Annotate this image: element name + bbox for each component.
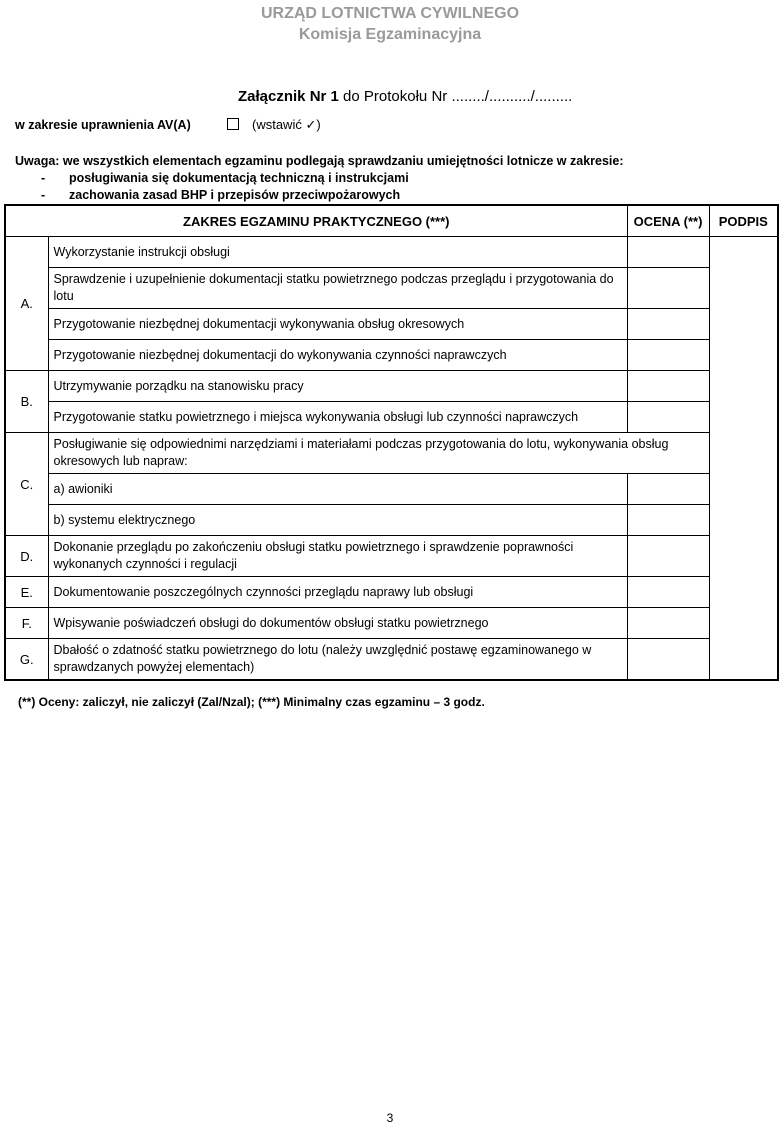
section-letter: F. bbox=[5, 608, 48, 639]
scope-label: w zakresie uprawnienia AV(A) bbox=[15, 118, 191, 132]
signature-cell[interactable] bbox=[709, 237, 778, 681]
table-cell-item: Sprawdzenie i uzupełnienie dokumentacji statku powietrznego podczas przeglądu i przygotowania do lotu bbox=[48, 268, 627, 309]
annex-protocol-ref: do Protokołu Nr ......../........../......... bbox=[338, 88, 573, 105]
table-cell-item: a) awioniki bbox=[48, 474, 627, 505]
table-cell-item: Utrzymywanie porządku na stanowisku pracy bbox=[48, 371, 627, 402]
scope-checkbox[interactable] bbox=[227, 118, 239, 130]
grade-cell[interactable] bbox=[627, 402, 709, 433]
annex-title bbox=[238, 88, 572, 105]
table-row bbox=[5, 340, 778, 371]
grade-cell[interactable] bbox=[627, 371, 709, 402]
grade-cell[interactable] bbox=[627, 309, 709, 340]
section-letter: A. bbox=[5, 237, 48, 371]
page-number: 3 bbox=[386, 1111, 394, 1125]
table-row bbox=[5, 474, 778, 505]
bullet-dash: - bbox=[41, 171, 46, 185]
table-cell-item: Przygotowanie niezbędnej dokumentacji wykonywania obsług okresowych bbox=[48, 309, 627, 340]
section-letter: C. bbox=[5, 433, 48, 536]
note-bullet bbox=[15, 187, 624, 204]
grade-cell[interactable] bbox=[627, 536, 709, 577]
table-row bbox=[5, 433, 778, 474]
table-row bbox=[5, 639, 778, 681]
header-signature: PODPIS bbox=[709, 205, 778, 237]
table-cell-item: Dbałość o zdatność statku powietrznego do lotu (należy uwzględnić postawę egzaminowanego w sprawdzanych powyżej elementach) bbox=[48, 639, 627, 681]
footnote: (**) Oceny: zaliczył, nie zaliczył (Zal/Nzal); (***) Minimalny czas egzaminu – 3 godz. bbox=[18, 695, 485, 709]
exam-table bbox=[4, 204, 779, 681]
annex-number: Załącznik Nr 1 bbox=[238, 88, 339, 105]
table-cell-item: Dokumentowanie poszczególnych czynności przeglądu naprawy lub obsługi bbox=[48, 577, 627, 608]
table-cell-item: Wpisywanie poświadczeń obsługi do dokumentów obsługi statku powietrznego bbox=[48, 608, 627, 639]
note-block bbox=[15, 153, 624, 204]
note-bullet-text: posługiwania się dokumentacją techniczną i instrukcjami bbox=[69, 171, 409, 185]
grade-cell[interactable] bbox=[627, 237, 709, 268]
table-row bbox=[5, 371, 778, 402]
table-row bbox=[5, 402, 778, 433]
table-cell-item: Przygotowanie niezbędnej dokumentacji do wykonywania czynności naprawczych bbox=[48, 340, 627, 371]
table-row bbox=[5, 608, 778, 639]
section-letter: B. bbox=[5, 371, 48, 433]
header-scope: ZAKRES EGZAMINU PRAKTYCZNEGO (***) bbox=[5, 205, 627, 237]
grade-cell[interactable] bbox=[627, 577, 709, 608]
header-grade: OCENA (**) bbox=[627, 205, 709, 237]
insert-note: (wstawić ✓) bbox=[252, 117, 321, 132]
table-row bbox=[5, 268, 778, 309]
grade-cell[interactable] bbox=[627, 340, 709, 371]
table-cell-item-intro: Posługiwanie się odpowiednimi narzędziami i materiałami podczas przygotowania do lotu, wykonywania obsług okresowych lub napraw: bbox=[48, 433, 709, 474]
note-bullet-text: zachowania zasad BHP i przepisów przeciwpożarowych bbox=[69, 188, 401, 202]
table-cell-item: Wykorzystanie instrukcji obsługi bbox=[48, 237, 627, 268]
grade-cell[interactable] bbox=[627, 268, 709, 309]
table-cell-item: Przygotowanie statku powietrznego i miejsca wykonywania obsługi lub czynności naprawczych bbox=[48, 402, 627, 433]
section-letter: D. bbox=[5, 536, 48, 577]
authority-name: URZĄD LOTNICTWA CYWILNEGO bbox=[260, 5, 520, 22]
table-cell-item: Dokonanie przeglądu po zakończeniu obsługi statku powietrznego i sprawdzenie poprawności wykonanych czynności i regulacji bbox=[48, 536, 627, 577]
table-header-row bbox=[5, 205, 778, 237]
table-cell-item: b) systemu elektrycznego bbox=[48, 505, 627, 536]
grade-cell[interactable] bbox=[627, 505, 709, 536]
bullet-dash: - bbox=[41, 188, 46, 202]
note-bullet bbox=[15, 170, 624, 187]
table-row bbox=[5, 577, 778, 608]
table-row bbox=[5, 536, 778, 577]
commission-name: Komisja Egzaminacyjna bbox=[298, 26, 482, 43]
section-letter: E. bbox=[5, 577, 48, 608]
table-row bbox=[5, 237, 778, 268]
section-letter: G. bbox=[5, 639, 48, 681]
table-row bbox=[5, 505, 778, 536]
grade-cell[interactable] bbox=[627, 608, 709, 639]
grade-cell[interactable] bbox=[627, 639, 709, 681]
table-row bbox=[5, 309, 778, 340]
note-intro: Uwaga: we wszystkich elementach egzaminu podlegają sprawdzaniu umiejętności lotnicze w zakresie: bbox=[15, 154, 624, 168]
grade-cell[interactable] bbox=[627, 474, 709, 505]
